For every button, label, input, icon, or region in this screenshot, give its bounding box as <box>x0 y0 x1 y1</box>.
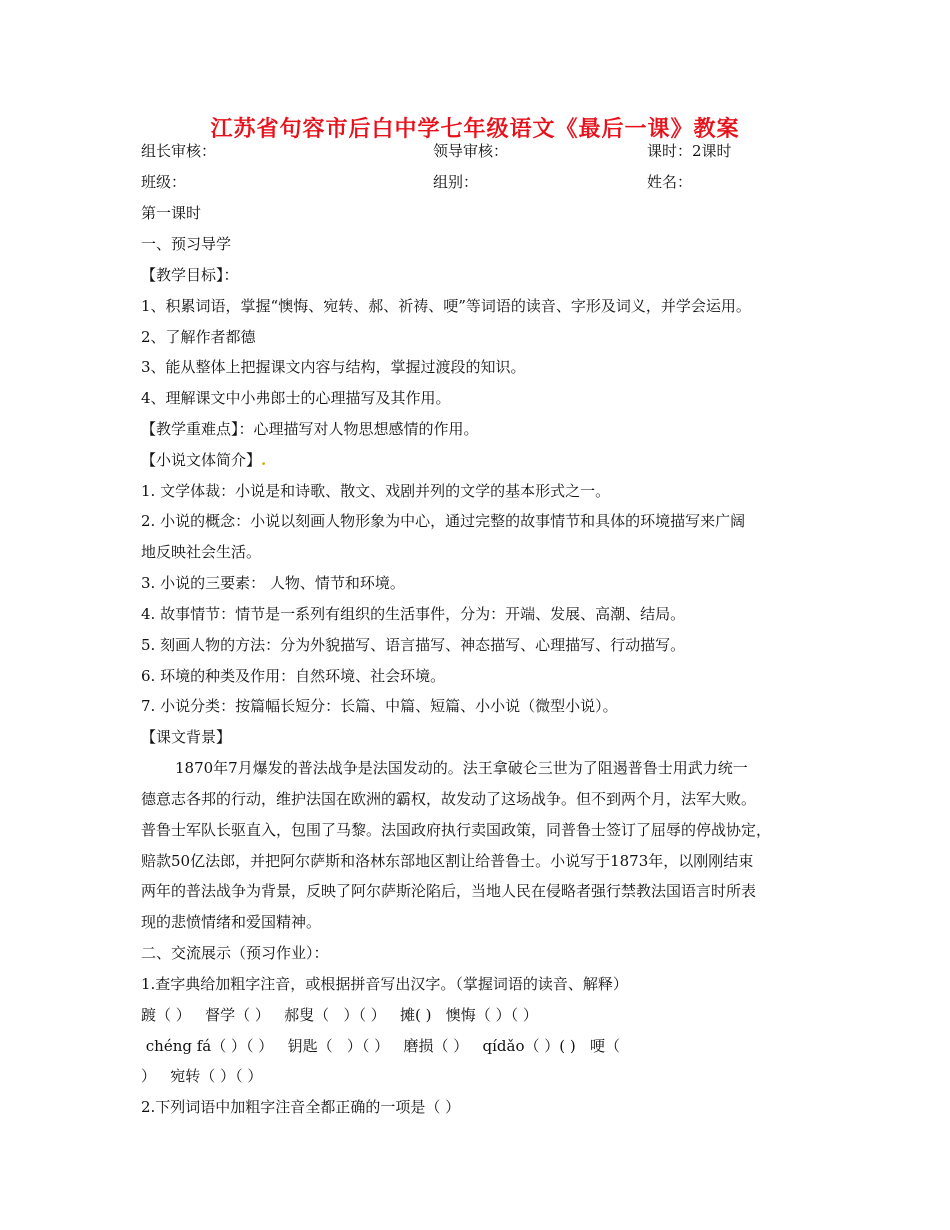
background-line: 两年的普法战争为背景，反映了阿尔萨斯沦陷后，当地人民在侵略者强行禁教法国语言时所表 <box>141 882 757 900</box>
novel-item: 地反映社会生活。 <box>141 543 262 561</box>
novel-item: 3. 小说的三要素： 人物、情节和环境。 <box>141 574 405 592</box>
novel-item: 6. 环境的种类及作用：自然环境、社会环境。 <box>141 667 446 685</box>
class-field: 班级： <box>141 173 187 191</box>
meta-row-1 <box>0 140 950 160</box>
background-line: 1870年7月爆发的普法战争是法国发动的。法王拿破仑三世为了阻遏普鲁士用武力统一 <box>175 759 748 777</box>
goal-item: 2、了解作者都德 <box>141 328 256 346</box>
leader-review: 组长审核： <box>141 142 217 160</box>
background-line: 赔款50亿法郎，并把阿尔萨斯和洛林东部地区割让给普鲁士。小说写于1873年，以刚刚结束 <box>141 852 754 870</box>
meta-row-2 <box>0 171 950 191</box>
group-field: 组别： <box>433 173 479 191</box>
exercise-line: ） 宛转（ ）（ ） <box>141 1067 263 1085</box>
lesson-label: 第一课时 <box>141 204 202 222</box>
exercise-line: 踱（ ） 督学（ ） 郝叟（ ）（ ） 摊( ) 懊悔（ ）（ ） <box>141 1006 538 1024</box>
goals-heading: 【教学目标】： <box>141 266 239 284</box>
novel-heading-text: 【小说文体简介】 <box>141 451 262 469</box>
novel-item: 2. 小说的概念：小说以刻画人物形象为中心，通过完整的故事情节和具体的环境描写来广阔 <box>141 512 746 530</box>
exercise-2: 2.下列词语中加粗字注音全都正确的一项是（ ） <box>141 1098 461 1116</box>
novel-item: 5. 刻画人物的方法：分为外貌描写、语言描写、神态描写、心理描写、行动描写。 <box>141 636 686 654</box>
goal-item: 4、理解课文中小弗郎士的心理描写及其作用。 <box>141 389 451 407</box>
name-field: 姓名： <box>647 173 693 191</box>
novel-heading <box>141 449 266 470</box>
dot-mark-icon: . <box>261 451 267 469</box>
novel-item: 1. 文学体裁：小说是和诗歌、散文、戏剧并列的文学的基本形式之一。 <box>141 482 611 500</box>
background-line: 现的悲愤情绪和爱国精神。 <box>141 913 322 931</box>
background-line: 德意志各邦的行动，维护法国在欧洲的霸权，故发动了这场战争。但不到两个月，法军大败。 <box>141 790 757 808</box>
class-hours: 课时：2课时 <box>647 142 732 160</box>
section-exchange: 二、交流展示（预习作业）： <box>141 944 329 962</box>
director-review: 领导审核： <box>433 142 509 160</box>
exercise-1: 1.查字典给加粗字注音，或根据拼音写出汉字。（掌握词语的读音、解释） <box>141 975 628 993</box>
exercise-line: chéng fá（ ）（ ） 钥匙（ ）（ ） 磨损（ ） qídǎo（ ）( ) 哽（ <box>141 1037 621 1055</box>
novel-item: 4. 故事情节：情节是一系列有组织的生活事件，分为：开端、发展、高潮、结局。 <box>141 605 686 623</box>
goal-item: 1、积累词语，掌握“懊悔、宛转、郝、祈祷、哽”等词语的读音、字形及词义，并学会运用。 <box>141 297 751 315</box>
novel-item: 7. 小说分类：按篇幅长短分：长篇、中篇、短篇、小小说（微型小说）。 <box>141 697 618 715</box>
background-heading: 【课文背景】 <box>141 728 232 746</box>
key-points: 【教学重难点】：心理描写对人物思想感情的作用。 <box>141 420 479 438</box>
page-title: 江苏省句容市后白中学七年级语文《最后一课》教案 <box>210 117 740 142</box>
goal-item: 3、能从整体上把握课文内容与结构，掌握过渡段的知识。 <box>141 358 526 376</box>
background-line: 普鲁士军队长驱直入，包围了马黎。法国政府执行卖国政策，同普鲁士签订了屈辱的停战协定， <box>141 821 772 839</box>
section-preview: 一、预习导学 <box>141 235 232 253</box>
